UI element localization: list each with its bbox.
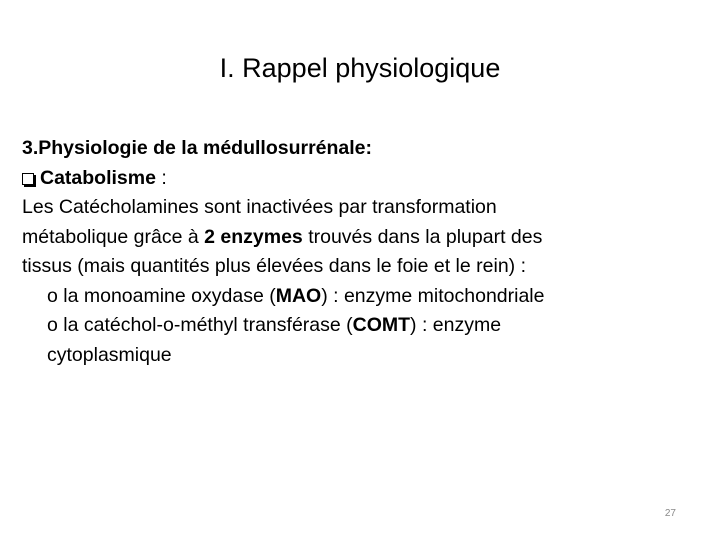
list-item-text: o la monoamine oxydase ( [47, 284, 276, 307]
list-item-text: ) : enzyme [410, 314, 502, 336]
bullet-suffix: : [155, 166, 167, 189]
list-item-abbrev: MAO [275, 284, 322, 307]
list-item-continuation: cytoplasmique [47, 343, 172, 366]
list-item-text: o la catéchol-o-méthyl transférase ( [47, 314, 353, 336]
list-item-comt [22, 311, 712, 341]
checkbox-bullet-icon [22, 173, 34, 185]
paragraph-line-1: Les Catécholamines sont inactivées par transformation [22, 196, 497, 218]
paragraph-line-2-start: métabolique grâce à [22, 225, 205, 248]
bullet-line [22, 164, 712, 194]
paragraph-line-2 [22, 223, 712, 253]
list-item-abbrev: COMT [352, 314, 411, 336]
enzymes-count: 2 enzymes [204, 225, 303, 248]
paragraph-line-2-end: trouvés dans la plupart des [302, 225, 543, 248]
paragraph-line-3: tissus (mais quantités plus élevées dans le foie et le rein) : [22, 255, 527, 277]
page-number: 27 [664, 508, 676, 519]
list-item-text: ) : enzyme mitochondriale [321, 284, 545, 307]
bullet-label: Catabolisme [40, 166, 156, 189]
slide-title: I. Rappel physiologique [219, 53, 501, 83]
section-heading: 3.Physiologie de la médullosurrénale: [22, 137, 373, 159]
list-item-mao [22, 282, 712, 312]
slide-body [22, 134, 712, 370]
